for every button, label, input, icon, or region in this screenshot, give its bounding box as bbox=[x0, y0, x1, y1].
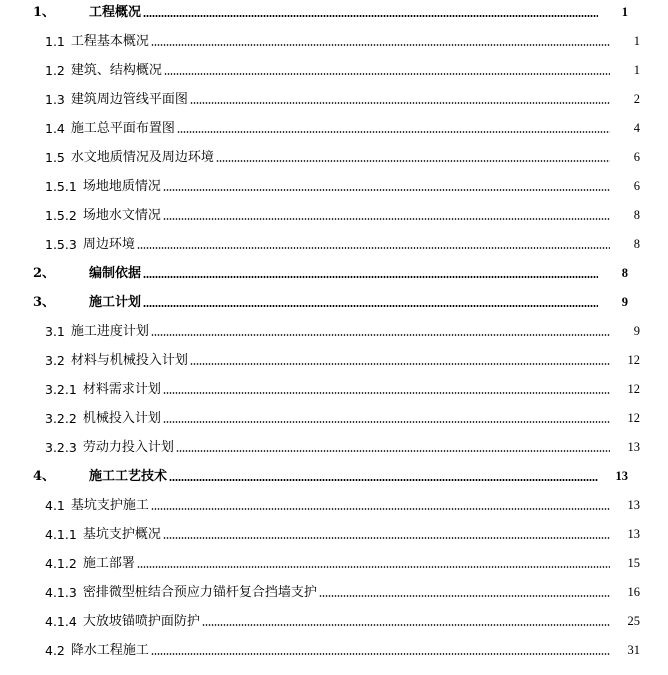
toc-entry[interactable] bbox=[0, 551, 668, 571]
toc-leader bbox=[190, 363, 610, 365]
toc-leader bbox=[143, 276, 598, 278]
toc-entry[interactable] bbox=[0, 406, 668, 426]
toc-number: 1.5.3 bbox=[45, 237, 77, 252]
toc-number: 4.1 bbox=[45, 498, 65, 513]
toc-number: 3.1 bbox=[45, 324, 65, 339]
toc-page: 13 bbox=[627, 440, 640, 454]
toc-entry[interactable] bbox=[0, 290, 656, 310]
toc-leader bbox=[319, 595, 610, 597]
toc-leader bbox=[151, 44, 610, 46]
toc-leader bbox=[163, 218, 610, 220]
toc-title: 施工进度计划 bbox=[70, 324, 149, 339]
toc-page: 12 bbox=[627, 353, 640, 367]
toc-number: 1.5.2 bbox=[45, 208, 77, 223]
toc-entry[interactable] bbox=[0, 58, 668, 78]
toc-leader bbox=[202, 624, 610, 626]
toc-entry[interactable] bbox=[0, 261, 656, 281]
toc-title: 降水工程施工 bbox=[70, 643, 149, 658]
toc-leader bbox=[216, 160, 610, 162]
toc-title: 周边环境 bbox=[82, 237, 135, 252]
toc-leader bbox=[137, 566, 610, 568]
toc-leader bbox=[177, 131, 610, 133]
toc-title: 施工总平面布置图 bbox=[70, 121, 175, 136]
toc-title: 水文地质情况及周边环境 bbox=[70, 150, 214, 165]
toc-entry[interactable] bbox=[0, 319, 668, 339]
toc-entry[interactable] bbox=[0, 116, 668, 136]
toc-title: 场地地质情况 bbox=[82, 179, 161, 194]
toc-title: 工程概况 bbox=[89, 5, 142, 20]
toc-page: 6 bbox=[633, 150, 640, 164]
toc-number: 4、 bbox=[33, 469, 56, 484]
toc-entry[interactable] bbox=[0, 145, 668, 165]
toc-leader bbox=[163, 537, 610, 539]
toc-title: 基坑支护施工 bbox=[70, 498, 149, 513]
toc-title: 材料需求计划 bbox=[82, 382, 161, 397]
toc-leader bbox=[190, 102, 610, 104]
toc-page: 31 bbox=[627, 643, 640, 657]
toc-page: 8 bbox=[633, 237, 640, 251]
toc-entry[interactable] bbox=[0, 638, 668, 658]
toc-page: 8 bbox=[621, 266, 628, 280]
toc-leader bbox=[151, 334, 610, 336]
toc-title: 劳动力投入计划 bbox=[82, 440, 174, 455]
toc-leader bbox=[176, 450, 610, 452]
toc-entry[interactable] bbox=[0, 232, 668, 252]
toc-page: 1 bbox=[633, 34, 640, 48]
toc-number: 3、 bbox=[33, 295, 56, 310]
toc-title: 机械投入计划 bbox=[82, 411, 161, 426]
toc-page: 4 bbox=[633, 121, 640, 135]
toc-page: 16 bbox=[627, 585, 640, 599]
toc-title: 编制依据 bbox=[89, 266, 142, 281]
toc-page: 25 bbox=[627, 614, 640, 628]
toc-entry[interactable] bbox=[0, 348, 668, 368]
toc-number: 4.1.2 bbox=[45, 556, 77, 571]
toc-number: 3.2 bbox=[45, 353, 65, 368]
toc-leader bbox=[151, 653, 610, 655]
toc-title: 基坑支护概况 bbox=[82, 527, 161, 542]
toc-entry[interactable] bbox=[0, 29, 668, 49]
toc-leader bbox=[169, 479, 598, 481]
toc-title: 施工计划 bbox=[89, 295, 142, 310]
toc-page: 1 bbox=[633, 63, 640, 77]
toc-entry[interactable] bbox=[0, 87, 668, 107]
toc-entry[interactable] bbox=[0, 522, 668, 542]
toc-title: 建筑周边管线平面图 bbox=[70, 92, 188, 107]
toc-leader bbox=[164, 73, 610, 75]
toc-leader bbox=[163, 392, 610, 394]
toc-number: 1.2 bbox=[45, 63, 65, 78]
toc-leader bbox=[143, 305, 598, 307]
toc-page: 6 bbox=[633, 179, 640, 193]
toc-leader bbox=[137, 247, 610, 249]
toc-title: 工程基本概况 bbox=[70, 34, 149, 49]
toc-entry[interactable] bbox=[0, 203, 668, 223]
toc-leader bbox=[163, 421, 610, 423]
toc-number: 1.4 bbox=[45, 121, 65, 136]
toc-number: 4.2 bbox=[45, 643, 65, 658]
toc-page: 9 bbox=[633, 324, 640, 338]
toc-number: 3.2.2 bbox=[45, 411, 77, 426]
toc-page: 13 bbox=[615, 469, 628, 483]
toc-number: 1.5 bbox=[45, 150, 65, 165]
toc-title: 场地水文情况 bbox=[82, 208, 161, 223]
toc-number: 4.1.4 bbox=[45, 614, 77, 629]
toc-title: 大放坡锚喷护面防护 bbox=[82, 614, 200, 629]
toc-number: 3.2.1 bbox=[45, 382, 77, 397]
toc-number: 4.1.3 bbox=[45, 585, 77, 600]
toc-number: 2、 bbox=[33, 266, 56, 281]
toc-page: 2 bbox=[633, 92, 640, 106]
toc-page: 1 bbox=[621, 5, 628, 19]
toc-number: 1.5.1 bbox=[45, 179, 77, 194]
toc-page: 15 bbox=[627, 556, 640, 570]
toc-title: 施工工艺技术 bbox=[89, 469, 168, 484]
toc-entry[interactable] bbox=[0, 435, 668, 455]
toc-page: 13 bbox=[627, 498, 640, 512]
toc-number: 1、 bbox=[33, 5, 56, 20]
toc-page: 12 bbox=[627, 411, 640, 425]
toc-entry[interactable] bbox=[0, 493, 668, 513]
toc-leader bbox=[143, 15, 598, 17]
toc-page: 13 bbox=[627, 527, 640, 541]
toc-number: 3.2.3 bbox=[45, 440, 77, 455]
toc-number: 1.3 bbox=[45, 92, 65, 107]
toc-page: 12 bbox=[627, 382, 640, 396]
toc-title: 密排微型桩结合预应力锚杆复合挡墙支护 bbox=[82, 585, 317, 600]
toc-number: 4.1.1 bbox=[45, 527, 77, 542]
toc-entry[interactable] bbox=[0, 580, 668, 600]
toc-title: 材料与机械投入计划 bbox=[70, 353, 188, 368]
toc-entry[interactable] bbox=[0, 174, 668, 194]
toc-page: 8 bbox=[633, 208, 640, 222]
toc-entry[interactable] bbox=[0, 377, 668, 397]
toc-title: 建筑、结构概况 bbox=[70, 63, 162, 78]
toc-title: 施工部署 bbox=[82, 556, 135, 571]
toc-page: 9 bbox=[621, 295, 628, 309]
toc-entry[interactable] bbox=[0, 0, 656, 20]
toc-number: 1.1 bbox=[45, 34, 65, 49]
toc-entry[interactable] bbox=[0, 464, 656, 484]
toc-leader bbox=[151, 508, 610, 510]
toc-leader bbox=[163, 189, 610, 191]
toc-entry[interactable] bbox=[0, 609, 668, 629]
